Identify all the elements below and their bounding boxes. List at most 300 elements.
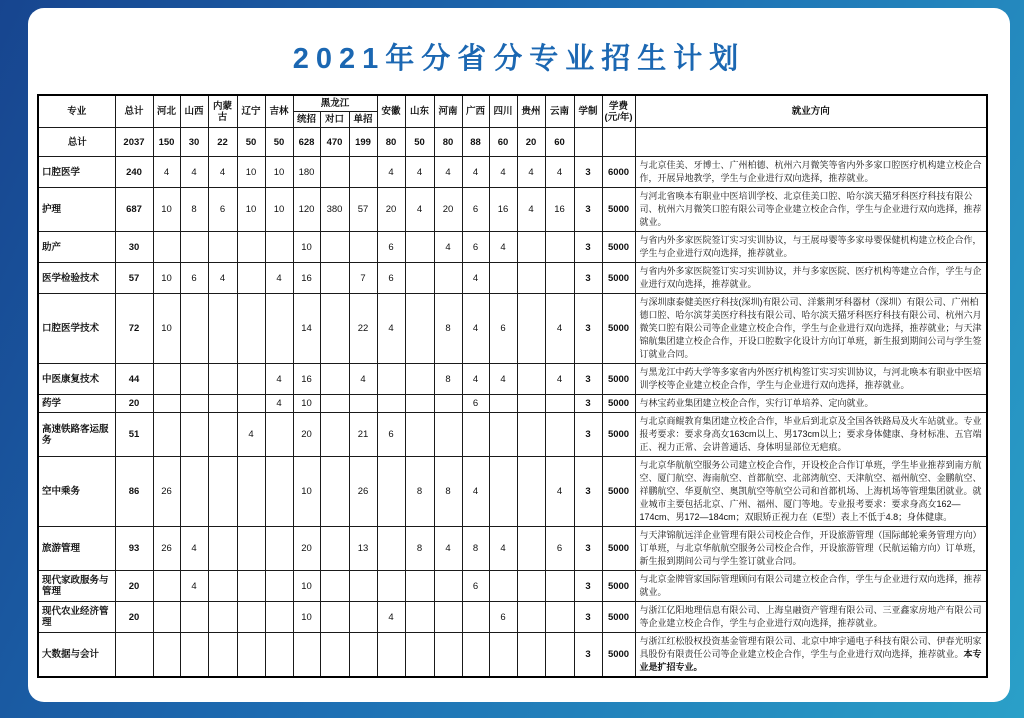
value-cell: 6 (208, 188, 237, 232)
duration-cell: 3 (574, 294, 602, 364)
header-shanxi: 山西 (180, 95, 208, 128)
value-cell: 22 (208, 128, 237, 157)
header-sichuan: 四川 (489, 95, 517, 128)
tuition-cell: 5000 (602, 413, 635, 457)
value-cell: 93 (115, 527, 153, 571)
value-cell (180, 413, 208, 457)
value-cell (462, 633, 489, 678)
value-cell (405, 413, 434, 457)
value-cell: 4 (489, 364, 517, 395)
table-row (38, 263, 987, 294)
value-cell: 4 (434, 157, 462, 188)
employment-text: 与北京金牌管家国际管理顾问有限公司建立校企合作，学生与企业进行双向选择，推荐就业。 (639, 574, 982, 597)
value-cell (434, 602, 462, 633)
major-cell: 医学检验技术 (38, 263, 115, 294)
value-cell (293, 633, 320, 678)
value-cell (153, 602, 180, 633)
table-row (38, 633, 987, 678)
value-cell: 57 (115, 263, 153, 294)
value-cell (320, 294, 349, 364)
value-cell: 4 (180, 571, 208, 602)
value-cell (545, 571, 574, 602)
value-cell: 8 (434, 294, 462, 364)
value-cell: 21 (349, 413, 377, 457)
value-cell: 8 (434, 457, 462, 527)
major-cell: 口腔医学 (38, 157, 115, 188)
value-cell: 470 (320, 128, 349, 157)
value-cell: 10 (293, 571, 320, 602)
value-cell (208, 571, 237, 602)
value-cell: 4 (377, 157, 405, 188)
tuition-cell: 5000 (602, 571, 635, 602)
value-cell: 4 (153, 157, 180, 188)
value-cell (434, 413, 462, 457)
value-cell (349, 633, 377, 678)
value-cell: 4 (377, 602, 405, 633)
value-cell (517, 395, 545, 413)
tuition-cell: 5000 (602, 457, 635, 527)
value-cell: 6 (462, 232, 489, 263)
table-header (38, 95, 987, 128)
value-cell (153, 633, 180, 678)
employment-text: 与北京商鲲教育集团建立校企合作，毕业后到北京及全国各铁路局及火车站就业。专业报考要求：要求身高女163cm以上、男173cm以上；要求身体健康、身材标准、五官端正、视力正常、会讲普通话、身体明显部位无疤痕。 (639, 416, 982, 452)
value-cell (434, 395, 462, 413)
value-cell (489, 457, 517, 527)
major-cell: 空中乘务 (38, 457, 115, 527)
header-shandong: 山东 (405, 95, 434, 128)
value-cell: 20 (293, 527, 320, 571)
employment-text: 与省内外多家医院签订实习实训协议，与王展母婴等多家母婴保健机构建立校企合作，学生与企业进行双向选择，推荐就业。 (639, 235, 982, 258)
value-cell: 8 (405, 457, 434, 527)
tuition-cell: 5000 (602, 364, 635, 395)
value-cell: 4 (545, 294, 574, 364)
employment-cell (635, 128, 987, 157)
duration-cell: 3 (574, 364, 602, 395)
employment-cell (635, 457, 987, 527)
value-cell: 80 (434, 128, 462, 157)
header-liaoning: 辽宁 (237, 95, 265, 128)
duration-cell: 3 (574, 232, 602, 263)
value-cell: 8 (405, 527, 434, 571)
employment-cell (635, 602, 987, 633)
value-cell: 4 (489, 232, 517, 263)
total-row (38, 128, 987, 157)
value-cell: 4 (462, 364, 489, 395)
value-cell (489, 633, 517, 678)
value-cell (462, 602, 489, 633)
value-cell (237, 263, 265, 294)
employment-bold-text: 本专业是扩招专业。 (639, 649, 982, 672)
employment-text: 与深圳康泰健美医疗科技(深圳)有限公司、洋紫荆牙科器材（深圳）有限公司、广州柏德口腔、哈尔滨芽美医疗科技有限公司、哈尔滨天猫牙科医疗科技有限公司、杭州六月微笑口腔有限公司等企业建立校企合作，学生与企业进行双向选择，推荐就业；与天津锦航集团建立校企合作，开设口腔数字化设计方向订单班，新生报到期间公司与学生签订就业合同。 (639, 297, 982, 359)
value-cell (180, 232, 208, 263)
value-cell: 240 (115, 157, 153, 188)
value-cell: 86 (115, 457, 153, 527)
value-cell (434, 633, 462, 678)
employment-cell (635, 232, 987, 263)
value-cell (517, 364, 545, 395)
value-cell: 20 (115, 602, 153, 633)
value-cell: 4 (405, 188, 434, 232)
value-cell: 20 (517, 128, 545, 157)
major-cell: 助产 (38, 232, 115, 263)
value-cell: 44 (115, 364, 153, 395)
value-cell (377, 633, 405, 678)
value-cell (489, 413, 517, 457)
value-cell (320, 364, 349, 395)
value-cell: 180 (293, 157, 320, 188)
major-cell: 口腔医学技术 (38, 294, 115, 364)
header-yunnan: 云南 (545, 95, 574, 128)
value-cell (517, 633, 545, 678)
value-cell: 4 (208, 263, 237, 294)
value-cell: 4 (462, 263, 489, 294)
value-cell (434, 571, 462, 602)
header-henan: 河南 (434, 95, 462, 128)
value-cell (153, 364, 180, 395)
value-cell: 687 (115, 188, 153, 232)
value-cell: 50 (265, 128, 293, 157)
header-guangxi: 广西 (462, 95, 489, 128)
value-cell (405, 395, 434, 413)
header-heilongjiang: 黑龙江 (293, 95, 377, 112)
value-cell (237, 294, 265, 364)
value-cell: 50 (237, 128, 265, 157)
major-cell: 总计 (38, 128, 115, 157)
value-cell: 20 (377, 188, 405, 232)
value-cell: 6 (489, 602, 517, 633)
value-cell: 6 (462, 395, 489, 413)
value-cell (517, 413, 545, 457)
value-cell (208, 294, 237, 364)
value-cell: 60 (489, 128, 517, 157)
major-cell: 现代农业经济管理 (38, 602, 115, 633)
value-cell: 16 (489, 188, 517, 232)
employment-text: 与河北省唤本有职业中医培训学校、北京佳美口腔、哈尔滨天猫牙科医疗科技有限公司、杭州六月微笑口腔有限公司等企业建立校企合作，学生与企业进行双向选择，推荐就业。 (639, 191, 982, 227)
employment-text: 与林宝药业集团建立校企合作，实行订单培养、定向就业。 (639, 398, 874, 408)
table-row (38, 527, 987, 571)
table-row (38, 364, 987, 395)
value-cell (180, 395, 208, 413)
value-cell (545, 263, 574, 294)
header-duration: 学制 (574, 95, 602, 128)
value-cell: 380 (320, 188, 349, 232)
value-cell (320, 263, 349, 294)
table-row (38, 188, 987, 232)
value-cell (405, 294, 434, 364)
value-cell: 4 (349, 364, 377, 395)
duration-cell: 3 (574, 188, 602, 232)
value-cell (489, 571, 517, 602)
value-cell (153, 571, 180, 602)
major-cell: 护理 (38, 188, 115, 232)
value-cell (153, 413, 180, 457)
value-cell (265, 457, 293, 527)
value-cell (489, 263, 517, 294)
value-cell: 60 (545, 128, 574, 157)
employment-text: 与浙江亿阳地理信息有限公司、上海皇融资产管理有限公司、三亚鑫家房地产有限公司等企业建立校企合作，学生与企业进行双向选择，推荐就业。 (639, 605, 982, 628)
value-cell (237, 602, 265, 633)
value-cell: 16 (293, 263, 320, 294)
duration-cell (574, 128, 602, 157)
employment-cell (635, 527, 987, 571)
value-cell: 4 (377, 294, 405, 364)
value-cell: 2037 (115, 128, 153, 157)
value-cell (153, 395, 180, 413)
value-cell (180, 294, 208, 364)
table-body (38, 128, 987, 678)
value-cell (405, 232, 434, 263)
value-cell (265, 571, 293, 602)
value-cell: 30 (180, 128, 208, 157)
value-cell (265, 232, 293, 263)
header-neimenggu: 内蒙古 (208, 95, 237, 128)
table-row (38, 395, 987, 413)
value-cell (377, 571, 405, 602)
header-employment: 就业方向 (635, 95, 987, 128)
value-cell: 10 (293, 395, 320, 413)
value-cell (208, 457, 237, 527)
value-cell: 8 (434, 364, 462, 395)
header-hlj-tongzhao: 统招 (293, 112, 320, 128)
value-cell (545, 395, 574, 413)
value-cell: 4 (265, 263, 293, 294)
value-cell (545, 633, 574, 678)
value-cell: 6 (462, 571, 489, 602)
value-cell: 6 (489, 294, 517, 364)
value-cell (237, 232, 265, 263)
value-cell: 4 (265, 395, 293, 413)
value-cell (265, 602, 293, 633)
value-cell: 120 (293, 188, 320, 232)
value-cell: 4 (462, 294, 489, 364)
value-cell (377, 527, 405, 571)
value-cell (237, 457, 265, 527)
header-guizhou: 贵州 (517, 95, 545, 128)
header-major: 专业 (38, 95, 115, 128)
admission-plan-table (37, 94, 988, 678)
value-cell: 4 (545, 364, 574, 395)
value-cell: 8 (462, 527, 489, 571)
value-cell (208, 232, 237, 263)
value-cell (517, 602, 545, 633)
value-cell (545, 232, 574, 263)
value-cell: 4 (489, 157, 517, 188)
value-cell: 20 (293, 413, 320, 457)
value-cell (489, 395, 517, 413)
value-cell (180, 364, 208, 395)
value-cell: 10 (153, 263, 180, 294)
employment-cell (635, 263, 987, 294)
major-cell: 旅游管理 (38, 527, 115, 571)
value-cell: 6 (377, 263, 405, 294)
value-cell (180, 633, 208, 678)
employment-text: 与北京佳美、牙博士、广州柏德、杭州六月微笑等省内外多家口腔医疗机构建立校企合作，开展异地教学，学生与企业进行双向选择，推荐就业。 (639, 160, 982, 183)
duration-cell: 3 (574, 157, 602, 188)
employment-text: 与省内外多家医院签订实习实训协议，并与多家医院、医疗机构等建立合作，学生与企业进行双向选择，推荐就业。 (639, 266, 982, 289)
table-row (38, 602, 987, 633)
major-cell: 药学 (38, 395, 115, 413)
value-cell: 13 (349, 527, 377, 571)
value-cell: 8 (180, 188, 208, 232)
value-cell: 6 (462, 188, 489, 232)
value-cell (208, 413, 237, 457)
employment-cell (635, 364, 987, 395)
duration-cell: 3 (574, 527, 602, 571)
value-cell (517, 527, 545, 571)
value-cell: 10 (153, 294, 180, 364)
employment-cell (635, 188, 987, 232)
duration-cell: 3 (574, 395, 602, 413)
employment-text: 与浙江红松股权投资基金管理有限公司、北京中坤宇通电子科技有限公司、伊春光明家具股份有限责任公司等企业建立校企合作，学生与企业进行双向选择，推荐就业。 (639, 636, 982, 659)
tuition-cell: 5000 (602, 263, 635, 294)
value-cell: 7 (349, 263, 377, 294)
tuition-cell: 5000 (602, 633, 635, 678)
value-cell (320, 232, 349, 263)
employment-cell (635, 571, 987, 602)
value-cell (180, 457, 208, 527)
value-cell: 30 (115, 232, 153, 263)
value-cell (545, 413, 574, 457)
value-cell (405, 633, 434, 678)
value-cell (320, 527, 349, 571)
value-cell (237, 395, 265, 413)
tuition-cell: 6000 (602, 157, 635, 188)
page-title: 2021年分省分专业招生计划 (292, 43, 746, 75)
value-cell: 20 (434, 188, 462, 232)
value-cell (115, 633, 153, 678)
table-row (38, 232, 987, 263)
value-cell: 57 (349, 188, 377, 232)
value-cell: 4 (180, 527, 208, 571)
value-cell: 4 (405, 157, 434, 188)
employment-text: 与黑龙江中药大学等多家省内外医疗机构签订实习实训协议，与河北唤本有职业中医培训学校等企业建立校企合作，学生与企业进行双向选择，推荐就业。 (639, 367, 982, 390)
tuition-cell: 5000 (602, 294, 635, 364)
value-cell (320, 457, 349, 527)
value-cell (320, 157, 349, 188)
value-cell: 10 (265, 157, 293, 188)
value-cell: 10 (293, 457, 320, 527)
value-cell: 80 (377, 128, 405, 157)
value-cell: 16 (545, 188, 574, 232)
value-cell (208, 633, 237, 678)
value-cell (517, 457, 545, 527)
duration-cell: 3 (574, 413, 602, 457)
value-cell (405, 571, 434, 602)
major-cell: 高速铁路客运服务 (38, 413, 115, 457)
duration-cell: 3 (574, 457, 602, 527)
value-cell (265, 527, 293, 571)
value-cell: 4 (434, 527, 462, 571)
header-hebei: 河北 (153, 95, 180, 128)
value-cell (349, 232, 377, 263)
table-row (38, 457, 987, 527)
value-cell (320, 602, 349, 633)
value-cell (405, 364, 434, 395)
value-cell: 20 (115, 395, 153, 413)
value-cell (208, 395, 237, 413)
major-cell: 大数据与会计 (38, 633, 115, 678)
header-anhui: 安徽 (377, 95, 405, 128)
value-cell: 4 (180, 157, 208, 188)
duration-cell: 3 (574, 633, 602, 678)
value-cell: 88 (462, 128, 489, 157)
value-cell: 22 (349, 294, 377, 364)
value-cell (153, 232, 180, 263)
value-cell: 14 (293, 294, 320, 364)
value-cell (377, 395, 405, 413)
tuition-cell: 5000 (602, 232, 635, 263)
value-cell (320, 571, 349, 602)
table-row (38, 413, 987, 457)
value-cell: 4 (237, 413, 265, 457)
value-cell: 4 (462, 157, 489, 188)
value-cell: 10 (265, 188, 293, 232)
duration-cell: 3 (574, 263, 602, 294)
employment-text: 与北京华航航空服务公司建立校企合作，开设校企合作订单班，学生毕业推荐到南方航空、厦门航空、海南航空、首都航空、北部湾航空、天津航空、福州航空、金鹏航空、祥鹏航空、华夏航空、奥凯航空等航空公司和首都机场、上海机场等管理集团就业。就业城市主要包括北京、广州、福州、厦门等地。专业报考要求：要求身高女162—174cm、男172—184cm；双眼矫正视力在（E型）表上不低于4.8；身体健康。 (639, 460, 982, 522)
value-cell (320, 395, 349, 413)
value-cell: 4 (434, 232, 462, 263)
employment-cell (635, 294, 987, 364)
value-cell (377, 364, 405, 395)
tuition-cell: 5000 (602, 527, 635, 571)
employment-cell (635, 633, 987, 678)
table-row (38, 157, 987, 188)
value-cell (405, 602, 434, 633)
value-cell (265, 294, 293, 364)
value-cell: 4 (545, 457, 574, 527)
tuition-cell: 5000 (602, 602, 635, 633)
value-cell: 26 (153, 527, 180, 571)
value-cell (545, 602, 574, 633)
table-row (38, 571, 987, 602)
tuition-cell: 5000 (602, 188, 635, 232)
value-cell: 26 (349, 457, 377, 527)
value-cell: 50 (405, 128, 434, 157)
table-row (38, 294, 987, 364)
value-cell: 199 (349, 128, 377, 157)
value-cell: 51 (115, 413, 153, 457)
major-cell: 现代家政服务与管理 (38, 571, 115, 602)
value-cell: 6 (377, 232, 405, 263)
value-cell (208, 364, 237, 395)
value-cell (517, 294, 545, 364)
tuition-cell: 5000 (602, 395, 635, 413)
value-cell: 6 (545, 527, 574, 571)
value-cell: 4 (265, 364, 293, 395)
duration-cell: 3 (574, 602, 602, 633)
value-cell: 6 (180, 263, 208, 294)
duration-cell: 3 (574, 571, 602, 602)
value-cell: 10 (153, 188, 180, 232)
value-cell: 4 (517, 188, 545, 232)
value-cell: 4 (545, 157, 574, 188)
value-cell (180, 602, 208, 633)
value-cell: 150 (153, 128, 180, 157)
value-cell (349, 571, 377, 602)
tuition-cell (602, 128, 635, 157)
value-cell (434, 263, 462, 294)
value-cell (349, 395, 377, 413)
value-cell (237, 571, 265, 602)
value-cell (265, 633, 293, 678)
value-cell: 4 (462, 457, 489, 527)
header-total: 总计 (115, 95, 153, 128)
header-hlj-danzhao: 单招 (349, 112, 377, 128)
value-cell: 16 (293, 364, 320, 395)
value-cell: 4 (208, 157, 237, 188)
header-tuition: 学费 (元/年) (602, 95, 635, 128)
value-cell: 10 (293, 602, 320, 633)
